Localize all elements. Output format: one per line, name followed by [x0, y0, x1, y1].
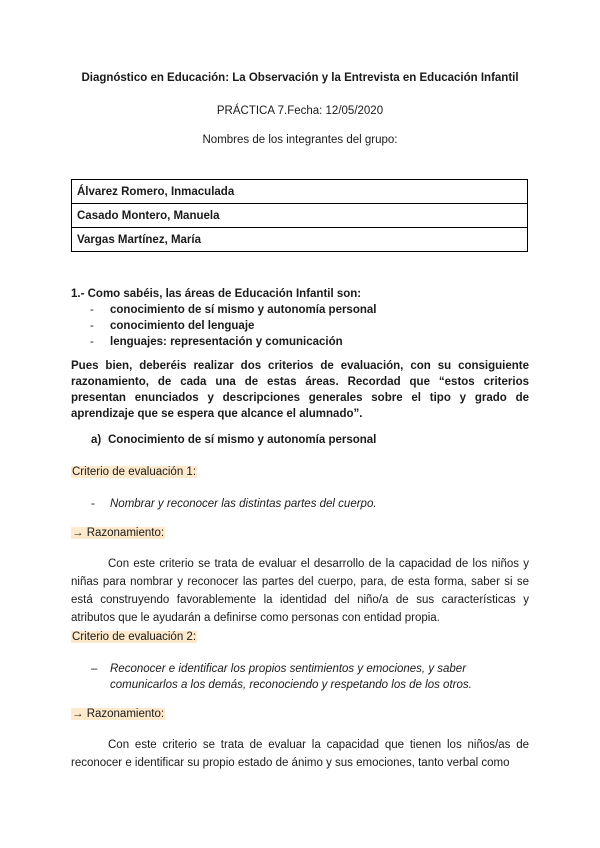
document-title: Diagnóstico en Educación: La Observación y la Entrevista en Educación Infantil — [81, 72, 519, 84]
instructions-paragraph: Pues bien, deberéis realizar dos criterios de evaluación, con su consiguiente razonamiento, de cada una de estas áreas. Recordad que “estos criterios presentan enunciados y descripciones generales sobre el tipo y grado de aprendizaje que se espera que alcance el alumnado”. — [71, 360, 529, 420]
list-item: - conocimiento de sí mismo y autonomía personal — [71, 302, 531, 318]
practice-date: PRÁCTICA 7.Fecha: 12/05/2020 — [216, 105, 384, 117]
criterion-1-reason-label: → Razonamiento: — [72, 527, 165, 539]
bullet-dash: - — [91, 498, 95, 510]
member-name: Álvarez Romero, Inmaculada — [72, 180, 528, 204]
section-letter: a) — [91, 434, 102, 446]
table-row — [72, 204, 528, 228]
section-heading — [91, 434, 376, 446]
group-members-label: Nombres de los integrantes del grupo: — [202, 134, 398, 146]
criterion-1-label: Criterio de evaluación 1: — [72, 466, 197, 478]
criterion-2-reason-label: → Razonamiento: — [72, 708, 165, 720]
criterion-1-reason-text: Con este criterio se trata de evaluar el desarrollo de la capacidad de los niños y niñas para nombrar y reconocer las partes del cuerpo, para, de esta forma, saber si se está construyendo favorablemente la identidad del niño/a de sus características y atributos que le ayudarán a definirse como personas con entidad propia. — [71, 558, 529, 624]
criterion-2-label: Criterio de evaluación 2: — [72, 631, 197, 643]
list-item: - lenguajes: representación y comunicación — [71, 334, 531, 350]
areas-section — [71, 286, 531, 350]
criterion-2-bullet: – Reconocer e identificar los propios sentimientos y emociones, y saber comunicarlos a los demás, reconociendo y respetando los de los otros. — [91, 663, 472, 691]
table-row — [72, 180, 528, 204]
criterion-1-bullet: - Nombrar y reconocer las distintas partes del cuerpo. — [91, 498, 377, 510]
section-title: Conocimiento de sí mismo y autonomía personal — [108, 434, 377, 446]
table-row — [72, 228, 528, 252]
bullet-dash: – — [91, 663, 98, 675]
members-table — [71, 179, 528, 252]
criterion-2-reason-text: Con este criterio se trata de evaluar la capacidad que tienen los niños/as de reconocer e identificar su propio estado de ánimo y sus emociones, tanto verbal como — [71, 739, 529, 769]
member-name: Vargas Martínez, María — [72, 228, 528, 252]
areas-intro: 1.- Como sabéis, las áreas de Educación Infantil son: — [71, 288, 362, 300]
member-name: Casado Montero, Manuela — [72, 204, 528, 228]
list-item: - conocimiento del lenguaje — [71, 318, 531, 334]
areas-list — [71, 302, 531, 350]
